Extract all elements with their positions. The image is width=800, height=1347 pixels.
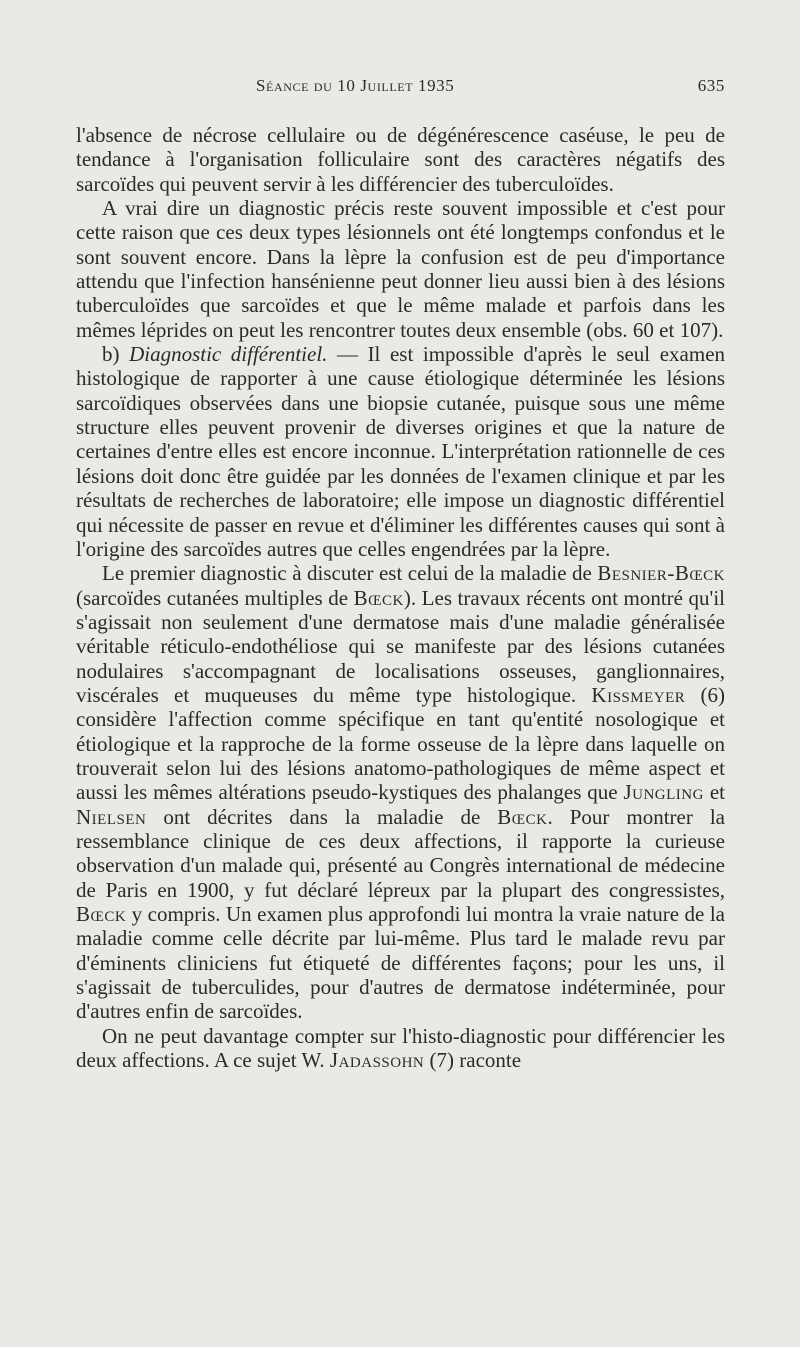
author-name: Kissmeyer [591, 682, 686, 707]
paragraph-5 [76, 1024, 725, 1073]
paragraph-4 [76, 561, 725, 1024]
author-name: Jadassohn [329, 1048, 425, 1073]
author-name: Bœck [76, 902, 127, 926]
text-run: (sarcoïdes cutanées multiples de [76, 585, 354, 610]
text-run: . Pour montrer la ressemblance clinique de ces deux affections, il rapporte la curieuse observation d'un malade qui, présenté au Congrès international de médecine de Paris en 1900, y fut déclaré lépreux par la plupart des congressistes, [76, 804, 725, 902]
text-run: ). Les travaux récents ont montré qu'il s'agissait non seulement d'une dermatose mais d'une maladie généralisée véritable réticulo-endothéliose qui se manifeste par des lésions cutanées nodulaires s'accompagnant de localisations osseuses, ganglionnaires, viscérales et muqueuses du même type histologique. [76, 585, 726, 707]
author-name: Nielsen [76, 804, 147, 829]
author-name: Besnier-Bœck [597, 561, 725, 586]
section-heading: Diagnostic différentiel. [129, 342, 328, 367]
author-name: Bœck [353, 585, 404, 610]
running-header [76, 72, 725, 102]
text-run: On ne peut davantage compter sur l'histo-diagnostic pour différencier les deux affections. A ce sujet W. [76, 1023, 725, 1073]
text-run: (7) raconte [424, 1048, 522, 1073]
paragraph-3-text: — Il est impossible d'après le seul examen histologique de rapporter à une cause étiologique déterminée les lésions sarcoïdiques observées dans une biopsie cutanée, puisque sous une même structure elles peuvent provenir de diverses origines et que la nature de certaines d'entre elles est encore inconnue. L'interprétation rationnelle de ces lésions doit donc être guidée par les données de l'examen clinique et par les résultats de recherches de laboratoire; elle impose un diagnostic différentiel qui nécessite de passer en revue et d'éliminer les différentes causes qui sont à l'origine des sarcoïdes autres que celles engendrées par la lèpre. [76, 342, 726, 561]
section-label: b) [102, 342, 120, 367]
body-text [76, 123, 725, 1072]
text-run: y compris. Un examen plus approfondi lui montra la vraie nature de la maladie comme celle décrite par lui-même. Plus tard le malade revu par d'éminents cliniciens fut étiqueté de différentes façons; pour les uns, il s'agissait de tuberculides, pour d'autres de dermatose indéterminée, pour d'autres enfin de sarcoïdes. [76, 902, 725, 1024]
text-run: (6) considère l'affection comme spécifique en tant qu'entité nosologique et étiologique et la rapproche de la forme osseuse de la lèpre dans laquelle on trouverait selon lui des lésions anatomo-pathologiques de même aspect et aussi les mêmes altérations pseudo-kystiques des phalanges que [76, 682, 725, 805]
paragraph-1: l'absence de nécrose cellulaire ou de dégénérescence caséuse, le peu de tendance à l'organisation folliculaire sont des caractères négatifs des sarcoïdes qui peuvent servir à les différencier des tuberculoïdes. [76, 123, 725, 196]
author-name: Bœck [497, 804, 548, 829]
paragraph-3 [76, 342, 725, 561]
text-run: Le premier diagnostic à discuter est celui de la maladie de [102, 561, 598, 586]
paragraph-2: A vrai dire un diagnostic précis reste souvent impossible et c'est pour cette raison que ces deux types lésionnels ont été longtemps confondus et le sont souvent encore. Dans la lèpre la confusion est de peu d'importance attendu que l'infection hansénienne peut donner lieu aussi bien à des lésions tuberculoïdes que sarcoïdes et que le même malade et parfois dans les mêmes léprides on peut les rencontrer toutes deux ensemble (obs. 60 et 107). [76, 196, 725, 342]
text-run: ont décrites dans la maladie de [146, 804, 498, 829]
author-name: Jungling [623, 780, 704, 805]
text-run: et [703, 780, 725, 805]
running-title: Séance du 10 Juillet 1935 [256, 76, 455, 95]
page-number: 635 [697, 76, 725, 95]
